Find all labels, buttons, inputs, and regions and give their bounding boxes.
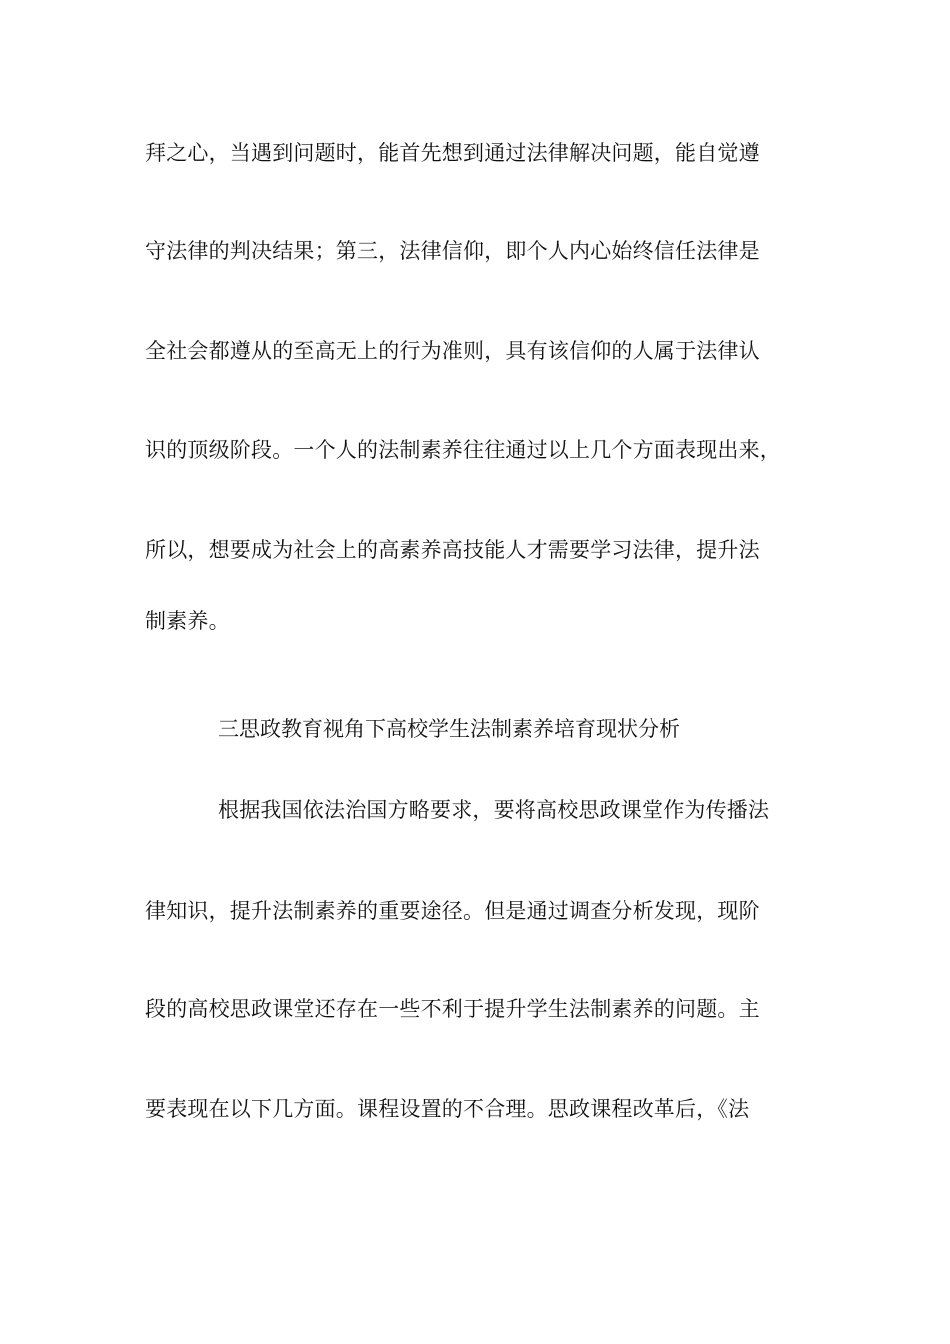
- paragraph-line: 所以，想要成为社会上的高素养高技能人才需要学习法律，提升法: [145, 538, 760, 562]
- paragraph-line: 守法律的判决结果；第三，法律信仰，即个人内心始终信任法律是: [145, 239, 760, 263]
- section-heading: 三思政教育视角下高校学生法制素养培育现状分析: [218, 717, 680, 741]
- paragraph-line: 制素养。: [145, 609, 230, 633]
- paragraph-line: 拜之心，当遇到问题时，能首先想到通过法律解决问题，能自觉遵: [145, 141, 760, 165]
- paragraph-line: 律知识，提升法制素养的重要途径。但是通过调查分析发现，现阶: [145, 899, 760, 923]
- paragraph-line: 段的高校思政课堂还存在一些不利于提升学生法制素养的问题。主: [145, 997, 760, 1021]
- paragraph-line: 识的顶级阶段。一个人的法制素养往往通过以上几个方面表现出来，: [145, 438, 781, 462]
- paragraph-line: 全社会都遵从的至高无上的行为准则，具有该信仰的人属于法律认: [145, 339, 760, 363]
- paragraph-line: 要表现在以下几方面。课程设置的不合理。思政课程改革后，《法: [145, 1097, 750, 1121]
- paragraph-line: 根据我国依法治国方略要求，要将高校思政课堂作为传播法: [218, 798, 770, 822]
